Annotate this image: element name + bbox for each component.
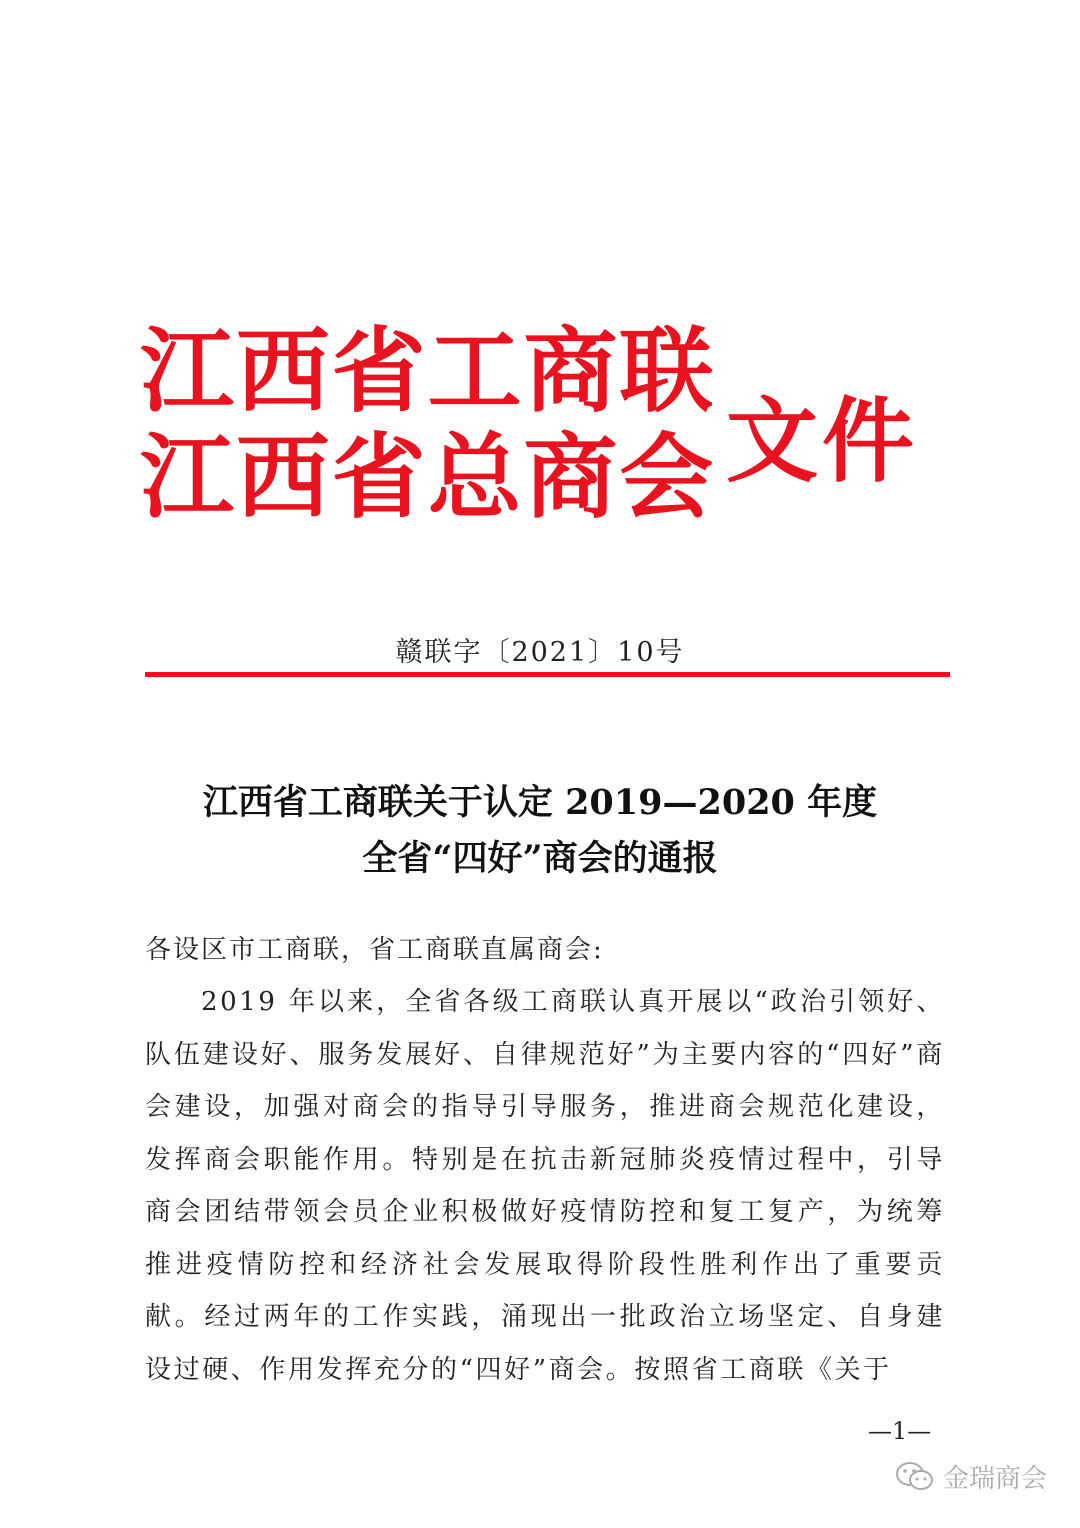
account-watermark: [895, 1458, 1047, 1495]
red-divider: [145, 672, 950, 677]
watermark-text: 金瑞商会: [943, 1464, 1048, 1494]
document-header: [140, 318, 940, 548]
notice-title: [0, 775, 1080, 887]
issuer-line-1: 江西省工商联: [140, 317, 716, 425]
body-paragraph: 2019 年以来，全省各级工商联认真开展以“政治引领好、队伍建设好、服务发展好、自律规范好”为主要内容的“四好”商会建设，加强对商会的指导引导服务，推进商会规范化建设，发挥商会职能作用。特别是在抗击新冠肺炎疫情过程中，引导商会团结带领会员企业积极做好疫情防控和复工复产，为统筹推进疫情防控和经济社会发展取得阶段性胜利作出了重要贡献。经过两年的工作实践，涌现出一批政治立场坚定、自身建设过硬、作用发挥充分的“四好”商会。按照省工商联《关于: [145, 987, 945, 1385]
page-number: —1—: [868, 1417, 932, 1445]
salutation: 各设区市工商联，省工商联直属商会:: [145, 935, 604, 965]
wechat-icon: [895, 1460, 935, 1494]
document-number: 赣联字〔2021〕10号: [395, 637, 685, 668]
issuer-line-2: 江西省总商会: [140, 423, 716, 531]
notice-title-line-2: 全省“四好”商会的通报: [362, 838, 718, 879]
doc-type-label: 文件: [726, 387, 919, 495]
issuer-names: [140, 317, 716, 531]
notice-title-line-1: 江西省工商联关于认定 2019—2020 年度: [202, 782, 878, 823]
